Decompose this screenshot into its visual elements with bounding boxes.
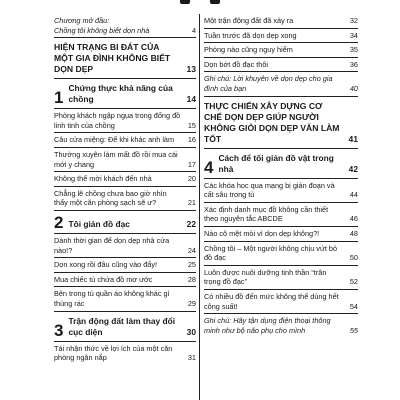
- chapter-4-heading[interactable]: [204, 149, 358, 179]
- toc-entry[interactable]: [54, 273, 196, 288]
- part-1-title: HIỆN TRẠNG BI ĐÁT CỦA MỘT GIA ĐÌNH KHÔNG BIẾT DỌN DẸP: [54, 42, 171, 75]
- entry-page: 16: [187, 135, 196, 145]
- toc-entry[interactable]: [204, 242, 358, 266]
- chapter-3-page: 30: [186, 326, 196, 337]
- toc-entry[interactable]: [204, 179, 358, 203]
- intro-label: Chương mở đầu:: [54, 16, 110, 25]
- entry-page: 52: [349, 277, 358, 287]
- entry-title: Luôn được nuôi dưỡng tinh thần “trân trọng đồ đạc”: [204, 267, 327, 287]
- entry-page: 17: [187, 159, 196, 169]
- chapter-4-page: 42: [348, 163, 358, 174]
- column-divider: [199, 14, 200, 400]
- entry-title: Mua chiếc tủ chứa đồ mơ ước: [54, 274, 153, 284]
- entry-title: Phòng khách ngập ngụa trong đống đồ linh tinh của chồng: [54, 111, 181, 130]
- entry-page: 31: [187, 353, 196, 363]
- entry-page: 35: [349, 45, 358, 55]
- entry-page: 28: [187, 274, 196, 284]
- chapter-4-title: Cách để tối giản đồ vật trong nhà: [218, 152, 334, 174]
- entry-title: Dọn xong rồi đâu cũng vào đấy!: [54, 260, 158, 270]
- toc-right-column: [204, 14, 358, 337]
- chapter-3-number: 3: [54, 320, 64, 340]
- entry-title: Xác định danh mục đồ không cần thiết theo nguyên tắc ABCDE: [204, 204, 329, 224]
- entry-title: Phòng nào cũng nguy hiểm: [204, 45, 293, 55]
- toc-entry[interactable]: [204, 58, 358, 73]
- toc-entry[interactable]: [204, 266, 358, 290]
- toc-entry[interactable]: [54, 109, 196, 133]
- entry-page: 32: [349, 16, 358, 25]
- toc-entry[interactable]: [204, 43, 358, 58]
- entry-page: 25: [187, 260, 196, 270]
- entry-page: 21: [187, 198, 196, 208]
- part-2-heading[interactable]: [204, 97, 358, 149]
- toc-entry-intro[interactable]: [54, 14, 196, 38]
- toc-entry[interactable]: [204, 14, 358, 29]
- part-2-title: THỰC CHIẾN XÂY DỰNG CƠ CHẾ DỌN DẸP GIÚP NGƯỜI KHÔNG GIỎI DỌN DẸP VẪN LÀM TỐT: [204, 100, 340, 144]
- entry-page: 50: [349, 253, 358, 263]
- chapter-2-page: 22: [186, 218, 196, 229]
- toc-entry[interactable]: [54, 342, 196, 365]
- toc-left-column: [54, 14, 196, 365]
- entry-title: Chẳng lẽ chồng chưa bao giờ nhìn thấy một căn phòng sạch sẽ ư?: [54, 188, 167, 208]
- toc-note-1[interactable]: [204, 72, 358, 96]
- chapter-3-title: Trận động đất làm thay đổi cục diện: [68, 315, 176, 337]
- toc-entry[interactable]: [54, 172, 196, 187]
- toc-entry[interactable]: [204, 29, 358, 44]
- chapter-3-heading[interactable]: [54, 312, 196, 342]
- note-page: 55: [349, 325, 358, 335]
- intro-page: 4: [191, 25, 196, 35]
- part-1-heading[interactable]: [54, 38, 196, 79]
- toc-entry[interactable]: [204, 227, 358, 242]
- entry-title: Câu cửa miệng: Để khi khác anh làm: [54, 135, 175, 145]
- toc-entry[interactable]: [54, 234, 196, 258]
- chapter-1-title: Chứng thực khả năng của chồng: [68, 83, 173, 105]
- chapter-4-number: 4: [204, 157, 214, 177]
- toc-entry[interactable]: [204, 203, 358, 227]
- entry-title: Dành thời gian để dọn dẹp nhà cửa nào!?: [54, 235, 170, 255]
- entry-page: 48: [349, 228, 358, 238]
- chapter-1-heading[interactable]: [54, 79, 196, 109]
- entry-page: 29: [187, 298, 196, 308]
- entry-title: Có nhiều đồ đến mức không thể dùng hết công suất!: [204, 291, 339, 311]
- chapter-2-number: 2: [54, 212, 64, 232]
- entry-title: Tái nhận thức về lợi ích của một căn phòng ngăn nắp: [54, 343, 173, 363]
- entry-title: Dọn bớt đồ đạc thôi: [204, 59, 269, 69]
- entry-title: Thường xuyên làm mất đồ rồi mua cái mới y chang: [54, 149, 178, 169]
- entry-page: 54: [349, 301, 358, 311]
- intro-title: Chồng tôi không biết dọn nhà: [54, 25, 150, 35]
- toc-entry[interactable]: [54, 133, 196, 148]
- entry-title: Tuần trước đã dọn dẹp xong: [204, 30, 297, 40]
- entry-page: 20: [187, 174, 196, 184]
- toc-entry[interactable]: [54, 258, 196, 273]
- entry-page: 34: [349, 30, 358, 40]
- chapter-1-number: 1: [54, 88, 64, 108]
- entry-title: Không thể mời khách đến nhà: [54, 174, 152, 184]
- toc-entry[interactable]: [54, 187, 196, 211]
- chapter-2-title: Tôi giản đồ đạc: [68, 218, 130, 229]
- chapter-2-heading[interactable]: [54, 211, 196, 234]
- entry-page: 36: [349, 59, 358, 69]
- toc-note-2[interactable]: [204, 314, 358, 337]
- part-2-page: 41: [348, 133, 358, 144]
- entry-page: 15: [187, 120, 196, 130]
- entry-title: Các khóa học qua mạng bị giản đoạn và cất sâu trong tủ: [204, 180, 335, 200]
- entry-page: 24: [187, 245, 196, 255]
- entry-title: Một trận động đất đã xảy ra: [204, 16, 294, 25]
- entry-title: Nào cô mệt mỏi vì dọn dẹp không?!: [204, 228, 320, 238]
- note-title: Ghi chú: Lời khuyên về dọn dẹp cho gia đình của bạn: [204, 74, 333, 93]
- note-title: Ghi chú: Hãy tận dụng điện thoại thông minh như bộ não phụ cho mình: [204, 316, 331, 335]
- note-page: 40: [349, 83, 358, 93]
- entry-page: 44: [349, 190, 358, 200]
- toc-entry[interactable]: [204, 290, 358, 314]
- toc-entry[interactable]: [54, 148, 196, 172]
- entry-page: 46: [349, 214, 358, 224]
- entry-title: Bên trong tủ quần áo không khác gì thùng rác: [54, 289, 170, 308]
- part-1-page: 13: [186, 64, 196, 75]
- toc-entry[interactable]: [54, 287, 196, 311]
- entry-title: Chồng tôi – Một người không chịu vứt bỏ đồ đạc: [204, 243, 338, 263]
- top-decoration: [176, 0, 224, 4]
- chapter-1-page: 14: [186, 94, 196, 105]
